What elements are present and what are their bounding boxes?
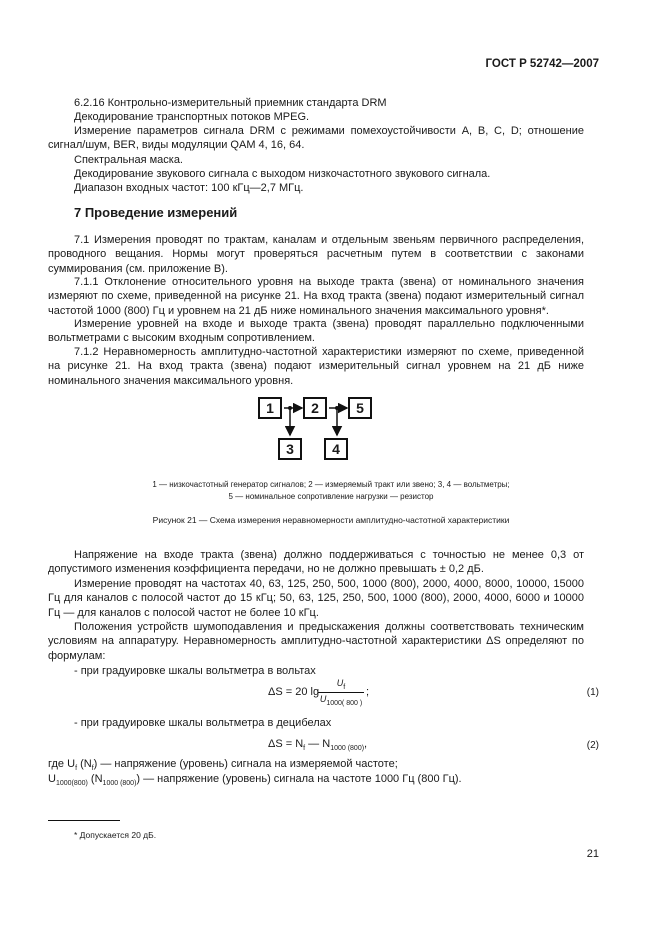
- block-voltmeter-out: 4: [324, 438, 348, 460]
- where-line-2: $U_{1000(800)}$ $(N_{1000 (800)})$ — напряжение (уровень) сигнала на частоте 1000 Гц (800 Гц).: [48, 773, 462, 788]
- figure-legend-2: 5 — номинальное сопротивление нагрузки — резистор: [228, 492, 434, 501]
- para-frequencies: Измерение проводят на частотах 40, 63, 125, 250, 500, 1000 (800), 2000, 4000, 8000, 10000, 15000 Гц для каналов с полосой частот до 15 кГц; 50, 63, 125, 250, 500, 1000 (800), 2000, 4000, 6000 и 10000 Гц — для каналов с полосой частот не более 10 кГц.: [48, 578, 584, 619]
- eq1-lhs: ΔS = 20 lg: [268, 686, 320, 698]
- para-levels: Измерение уровней на входе и выходе тракта (звена) проводят параллельно подключенными вольтметрами с высоким входным сопротивлением.: [48, 318, 584, 345]
- eq1-number: (1): [586, 687, 599, 698]
- eq1-numerator: $U_f$: [336, 678, 346, 691]
- block-tract: 2: [303, 397, 327, 419]
- figure-caption: Рисунок 21 — Схема измерения неравномерности амплитудно-частотной характеристики: [152, 515, 510, 525]
- para-7-1-1: 7.1.1 Отклонение относительного уровня на выходе тракта (звена) от номинального значения измеряют по схеме, приведенной на рисунке 21. На вход тракта (звена) подают измерительный сигнал частотой 1000 (800) Гц и уровнем на 21 дБ ниже номинального значения максимального уровня*.: [48, 276, 584, 317]
- section-heading: 7 Проведение измерений: [74, 205, 238, 220]
- block-generator: 1: [258, 397, 282, 419]
- para-6-2-16: 6.2.16 Контрольно-измерительный приемник стандарта DRM: [74, 97, 387, 109]
- label-db: - при градуировке шкалы вольтметра в децибелах: [74, 717, 332, 729]
- page-number: 21: [586, 848, 599, 860]
- eq1-denominator: $U_{1000( 800 )}$: [319, 694, 363, 707]
- footnote: * Допускается 20 дБ.: [74, 830, 157, 840]
- para-audio-decoding: Декодирование звукового сигнала с выходом низкочастотного звукового сигнала.: [74, 168, 491, 180]
- para-voltage-accuracy: Напряжение на входе тракта (звена) должно поддерживаться с точностью не менее 0,3 от допустимого изменения коэффициента передачи, но не должно превышать ± 0,2 дБ.: [48, 549, 584, 576]
- para-freq-range: Диапазон входных частот: 100 кГц—2,7 МГц.: [74, 182, 304, 194]
- para-noise-devices: Положения устройств шумоподавления и предыскажения должны соответствовать техническим условиям на аппаратуру. Неравномерность амплитудно-частотной характеристики ΔS определяют по формулам:: [48, 621, 584, 662]
- eq2: $\Delta S = N_f$ — $N_{1000 (800)}$,: [268, 738, 368, 753]
- where-line-1: где $U_f$ $(N_f)$ — напряжение (уровень) сигнала на измеряемой частоте;: [48, 758, 398, 773]
- para-7-1-2: 7.1.2 Неравномерность амплитудно-частотной характеристики измеряют по схеме, приведенной на рисунке 21. На вход тракта (звена) подают измерительный сигнал уровнем на 21 дБ ниже номинального значения максимального уровня.: [48, 346, 584, 387]
- eq1-tail: ;: [366, 686, 370, 698]
- para-spectral-mask: Спектральная маска.: [74, 154, 183, 166]
- block-load: 5: [348, 397, 372, 419]
- figure-legend-1: 1 — низкочастотный генератор сигналов; 2 — измеряемый тракт или звено; 3, 4 — вольтметры;: [152, 480, 510, 489]
- eq2-number: (2): [586, 740, 599, 751]
- label-volts: - при градуировке шкалы вольтметра в вольтах: [74, 665, 316, 677]
- para-7-1: 7.1 Измерения проводят по трактам, каналам и отдельным звеньям первичного распределения, проводного вещания. Нормы могут проверяться расчетным путем в соответствии с законами суммирования (см. приложение В).: [48, 234, 584, 275]
- footnote-rule: [48, 820, 120, 821]
- block-voltmeter-in: 3: [278, 438, 302, 460]
- document-id: ГОСТ Р 52742—2007: [485, 58, 599, 70]
- para-mpeg: Декодирование транспортных потоков MPEG.: [74, 111, 310, 123]
- para-drm-params: Измерение параметров сигнала DRM с режимами помехоустойчивости A, B, C, D; отношение сигнал/шум, BER, виды модуляции QAM 4, 16, 64.: [48, 125, 584, 152]
